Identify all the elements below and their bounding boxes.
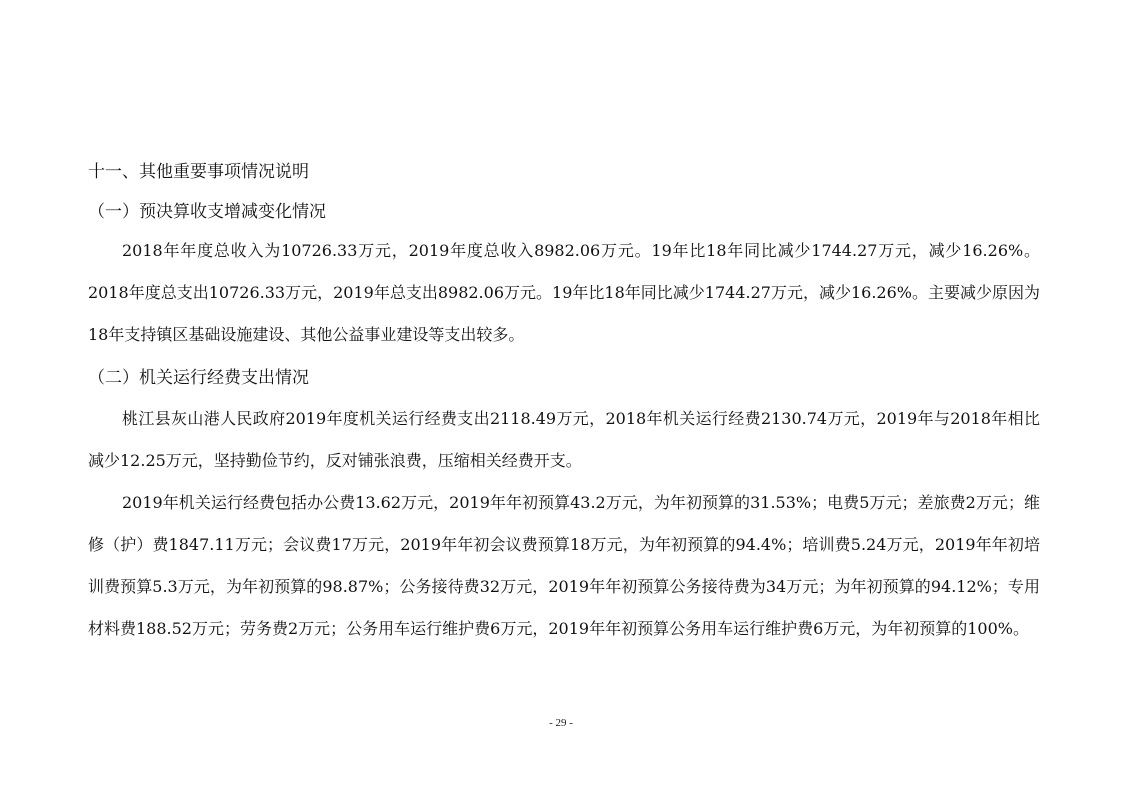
- subsection-2-paragraph-1: 桃江县灰山港人民政府2019年度机关运行经费支出2118.49万元，2018年机关运行经费2130.74万元，2019年与2018年相比减少12.25万元，坚持勤俭节约，反对铺张浪费，压缩相关经费开支。: [88, 409, 1040, 470]
- subsection-2-title: （二）机关运行经费支出情况: [88, 368, 309, 388]
- subsection-1-title: （一）预决算收支增减变化情况: [88, 202, 326, 222]
- section-title: 十一、其他重要事项情况说明: [88, 162, 309, 182]
- subsection-2-paragraph-2: 2019年机关运行经费包括办公费13.62万元，2019年年初预算43.2万元，为年初预算的31.53%；电费5万元；差旅费2万元；维修（护）费1847.11万元；会议费17万元，2019年年初会议费预算18万元，为年初预算的94.4%；培训费5.24万元，2019年年初培训费预算5.3万元，为年初预算的98.87%；公务接待费32万元，2019年年初预算公务接待费为34万元；为年初预算的94.12%；专用材料费188.52万元；劳务费2万元；公务用车运行维护费6万元，2019年年初预算公务用车运行维护费6万元，为年初预算的100%。: [88, 493, 1040, 638]
- page-number: - 29 -: [549, 717, 573, 729]
- subsection-1-paragraph: 2018年年度总收入为10726.33万元，2019年度总收入8982.06万元。19年比18年同比减少1744.27万元，减少16.26%。2018年度总支出10726.33万元，2019年总支出8982.06万元。19年比18年同比减少1744.27万元，减少16.26%。主要减少原因为18年支持镇区基础设施建设、其他公益事业建设等支出较多。: [88, 241, 1040, 344]
